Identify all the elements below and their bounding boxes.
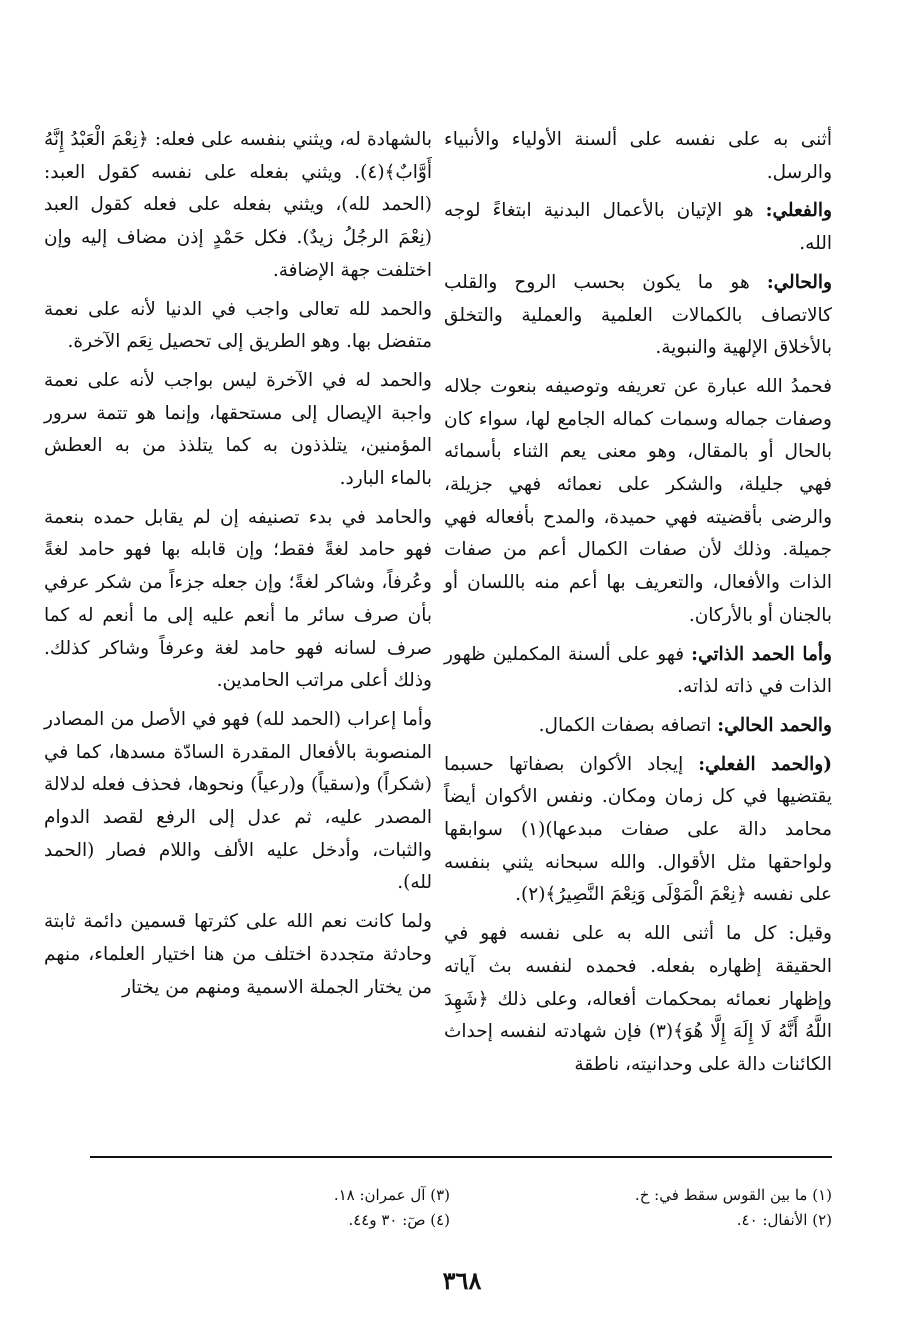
paragraph [444,710,832,743]
paragraph-lead: والحمد الحالي: [717,714,832,736]
paragraph [444,371,832,633]
paragraph [444,124,832,189]
footnote: (٣) آل عمران: ١٨. [333,1186,450,1204]
footnote-divider [90,1156,832,1158]
paragraph-lead: (والحمد الفعلي: [698,753,832,775]
paragraph-text: إيجاد الأكوان بصفاتها حسبما يقتضيها في كل زمان ومكان. ونفس الأكوان أيضاً محامد دالة على صفات مبدعها)(١) سوابقها ولواحقها مثل الأقوال. والله سبحانه يثني بنفسه على نفسه ﴿نِعْمَ الْمَوْلَى وَنِعْمَ النَّصِيرُ﴾(٢). [444,753,833,906]
left-text-column [44,124,432,1010]
paragraph [444,749,832,913]
paragraph: والحامد في بدء تصنيفه إن لم يقابل حمده بنعمة فهو حامد لغةً فقط؛ وإن قابله بها فهو حامد لغةً وعُرفاً، وشاكر لغةً؛ وإن جعله جزءاً من شكر عرفي بأن صرف سائر ما أنعم عليه إلى ما أنعم له كما صرف لسانه فهو حامد لغة وعرفاً وشاكر كذلك. وذلك أعلى مراتب الحامدين. [44,506,432,692]
paragraph-text: هو ما يكون بحسب الروح والقلب كالاتصاف بالكمالات العلمية والعملية والتخلق بالأخلاق الإلهية والنبوية. [444,271,832,359]
paragraph-text: اتصافه بصفات الكمال. [538,714,718,736]
paragraph-lead: والفعلي: [765,200,832,222]
right-text-column [444,124,832,1088]
paragraph: وأما إعراب (الحمد لله) فهو في الأصل من المصادر المنصوبة بالأفعال المقدرة السادّة مسدها، كما في (شكراً) و(سقياً) و(رعياً) ونحوها، فحذف فعله لدلالة المصدر عليه، ثم عدل إلى الرفع لقصد الدوام والثبات، وأدخل عليه الألف واللام فصار (الحمد لله). [44,708,432,894]
paragraph-text: فحمدُ الله عبارة عن تعريفه وتوصيفه بنعوت جلاله وصفات جماله وسمات كماله الجامع لها، سواء كان بالحال أو بالمقال، وهو معنى يعم الثناء بأسمائه فهي جليلة، والشكر على نعمائه فهي جزيلة، والرضى بأقضيته فهي حميدة، والمدح بأفعاله فهي جميلة. وذلك لأن صفات الكمال أعم من صفات الذات والأفعال، والتعريف بها أعم منه باللسان أو بالجنان أو بالأركان. [444,375,832,626]
footnote: (٤) صٓ: ٣٠ و٤٤. [348,1211,450,1229]
page-number: ٣٦٨ [442,1266,482,1295]
footnote: (٢) الأنفال: ٤٠. [736,1211,832,1229]
paragraph-text: هو الإتيان بالأعمال البدنية ابتغاءً لوجه الله. [444,200,832,255]
paragraph-lead: والحالي: [766,271,832,293]
paragraph: ولما كانت نعم الله على كثرتها قسمين دائمة ثابتة وحادثة متجددة اختلف من هنا اختيار العلماء، منهم من يختار الجملة الاسمية ومنهم من يختار [44,911,432,998]
footnotes-right [560,1183,832,1233]
paragraph [444,195,832,260]
paragraph: بالشهادة له، ويثني بنفسه على فعله: ﴿نِعْمَ الْعَبْدُ إِنَّهُ أَوَّابٌ﴾(٤). ويثني بفعله على نفسه كقول العبد: (الحمد لله)، ويثني بفعله على فعله كقول العبد (نِعْمَ الرجُلُ زيدٌ). فكل حَمْدٍ إذن مضاف إليه وإن اختلفت جهة الإضافة. [44,129,432,281]
paragraph [444,267,832,365]
paragraph: والحمد له في الآخرة ليس بواجب لأنه على نعمة واجبة الإيصال إلى مستحقها، وإنما هو تتمة سرور المؤمنين، يتلذذون به كما يتلذذ من به العطش بالماء البارد. [44,369,432,490]
paragraph [444,918,832,1082]
paragraph-lead: وأما الحمد الذاتي: [691,643,832,665]
paragraph-text: فهو على ألسنة المكملين ظهور الذات في ذاته لذاته. [444,643,832,698]
footnote: (١) ما بين القوس سقط في: خ. [634,1186,832,1204]
footnotes-left [170,1183,450,1233]
paragraph: والحمد لله تعالى واجب في الدنيا لأنه على نعمة متفضل بها. وهو الطريق إلى تحصيل نِعَم الآخرة. [44,298,432,353]
paragraph [444,639,832,704]
paragraph-text: وقيل: كل ما أثنى الله به على نفسه فهو في الحقيقة إظهاره بفعله. فحمده لنفسه بث آياته وإظهار نعمائه بمحكمات أفعاله، وعلى ذلك ﴿شَهِدَ اللَّهُ أَنَّهُ لَا إِلَهَ إِلَّا هُوَ﴾(٣) فإن شهادته لنفسه إحداث الكائنات دالة على وحدانيته، ناطقة [444,923,832,1075]
paragraph-text: أثنى به على نفسه على ألسنة الأولياء والأنبياء والرسل. [444,129,832,183]
